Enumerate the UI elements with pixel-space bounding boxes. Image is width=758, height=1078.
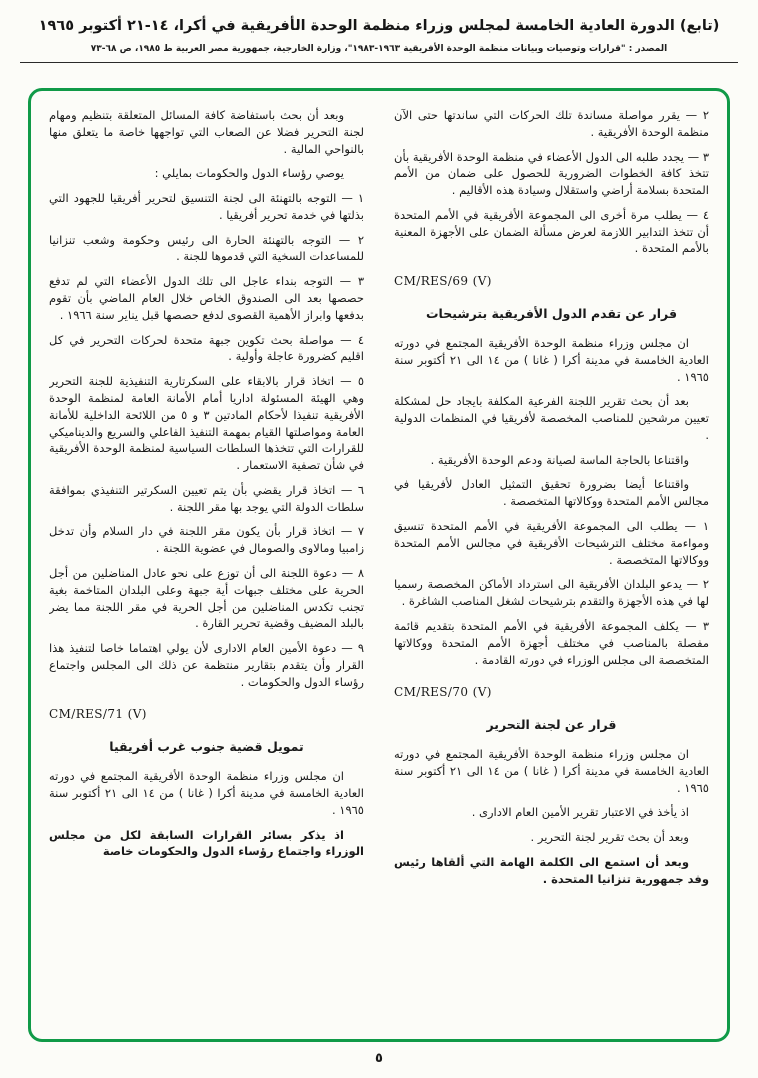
paragraph: ان مجلس وزراء منظمة الوحدة الأفريقية المجتمع في دورته العادية الخامسة في مدينة أكرا ( غانا ) من ١٤ الى ٢١ أكتوبر سنة ١٩٦٥ . bbox=[394, 747, 709, 795]
resolution-ref: CM/RES/69 (V) bbox=[394, 274, 492, 289]
numbered-clause: ٢ — يدعو البلدان الأفريقية الى استرداد الأماكن المخصصة رسميا لها في هذه الأجهزة والتقدم بترشيحات لشغل المناصب الشاغرة . bbox=[394, 577, 709, 609]
numbered-clause: ١ — يطلب الى المجموعة الأفريقية في الأمم المتحدة تنسيق ومواءمة مختلف الترشيحات الأفريقية في مجالس الأمم المتحدة ووكالاتها المتخصصة . bbox=[394, 519, 709, 567]
numbered-clause: ٢ — التوجه بالتهنئة الحارة الى رئيس وحكومة وشعب تنزانيا للمساعدات السخية التي قدموها للجنة . bbox=[49, 232, 364, 264]
paragraph: واقتناعا أيضا بضرورة تحقيق التمثيل العادل لأفريقيا في مجالس الأمم المتحدة ووكالاتها المتخصصة . bbox=[394, 477, 709, 509]
numbered-clause: ٣ — يكلف المجموعة الأفريقية في الأمم المتحدة بتقديم قائمة مفصلة بالمناصب في مختلف أجهزة الأمم المتحدة ووكالاتها المتخصصة الى مجلس الوزراء في دورته القادمة . bbox=[394, 618, 709, 667]
section-heading: تمويل قضية جنوب غرب أفريقيا bbox=[109, 738, 304, 754]
numbered-clause: ٤ — مواصلة بحث تكوين جبهة متحدة لحركات التحرير في كل اقليم كضرورة عاجلة وأولية . bbox=[49, 332, 364, 364]
page-footer bbox=[0, 1047, 758, 1066]
section-heading: قرار عن لجنة التحرير bbox=[486, 716, 617, 732]
section-heading: قرار عن تقدم الدول الأفريقية بترشيحات bbox=[425, 305, 678, 321]
resolution-ref: CM/RES/70 (V) bbox=[394, 685, 492, 700]
paragraph: وبعد أن استمع الى الكلمة الهامة التي ألقاها رئيس وفد جمهورية تنزانيا المتحدة . bbox=[394, 854, 709, 886]
page-number: ٥ bbox=[375, 1051, 383, 1066]
source-line: المصدر : "قرارات وتوصيات وبيانات منظمة الوحدة الأفريقية ١٩٦٣-١٩٨٣"، وزارة الخارجية، جمهورية مصر العربية ط ١٩٨٥، ص ٦٨-٧٣ bbox=[90, 44, 668, 54]
right-column bbox=[394, 107, 709, 1029]
numbered-clause: ٢ — يقرر مواصلة مساندة تلك الحركات التي ساندتها حتى الآن منظمة الوحدة الأفريقية . bbox=[394, 108, 709, 139]
numbered-clause: ٩ — دعوة الأمين العام الادارى لأن يولي اهتماما خاصا لتنفيذ هذا القرار وأن يتقدم بتقارير منتظمة عن ذلك الى المجلس واجتماع رؤساء الدول والحكومات . bbox=[49, 641, 364, 689]
paragraph: اذ يذكر بسائر القرارات السابقة لكل من مجلس الوزراء واجتماع رؤساء الدول والحكومات خاصة bbox=[49, 827, 364, 859]
paragraph: اذ يأخذ في الاعتبار تقرير الأمين العام الادارى . bbox=[471, 805, 689, 820]
numbered-clause: ٧ — اتخاذ قرار بأن يكون مقر اللجنة في دار السلام وأن تدخل زامبيا ومالاوى والصومال في عضوية اللجنة . bbox=[49, 524, 364, 556]
green-content-frame bbox=[28, 88, 730, 1042]
page-header bbox=[0, 0, 758, 63]
numbered-clause: ٤ — يطلب مرة أخرى الى المجموعة الأفريقية في الأمم المتحدة أن تتخذ التدابير اللازمة لعرض مسألة الضمان على الأجهزة المعنية بالأمم المتحدة . bbox=[394, 207, 709, 256]
document-title: (تابع) الدورة العادية الخامسة لمجلس وزراء منظمة الوحدة الأفريقية في أكرا، ١٤-٢١ أكتوبر ١٩٦٥ bbox=[38, 18, 720, 34]
header-divider bbox=[20, 62, 738, 63]
paragraph: وبعد أن بحث باستفاضة كافة المسائل المتعلقة بتنظيم ومهام لجنة التحرير فضلا عن الصعاب التي تواجهها خاصة ما يتعلق منها بالنواحي المالية . bbox=[49, 108, 364, 156]
paragraph: واقتناعا بالحاجة الماسة لصيانة ودعم الوحدة الأفريقية . bbox=[430, 452, 689, 467]
numbered-clause: ١ — التوجه بالتهنئة الى لجنة التنسيق لتحرير أفريقيا للجهود التي بذلتها في خدمة تحرير أفريقيا . bbox=[49, 191, 364, 222]
two-column-layout bbox=[49, 107, 709, 1029]
paragraph: يوصي رؤساء الدول والحكومات بمايلي : bbox=[154, 166, 344, 181]
resolution-ref: CM/RES/71 (V) bbox=[49, 707, 147, 722]
numbered-clause: ٣ — يجدد طلبه الى الدول الأعضاء في منظمة الوحدة الأفريقية بأن تتخذ كافة الخطوات الضرورية للحصول على ضمان من الأمم المتحدة بسلامة أراضي واستقلال وسيادة هذه الأقاليم . bbox=[394, 149, 709, 198]
numbered-clause: ٨ — دعوة اللجنة الى أن توزع على نحو عادل المناضلين من أجل الحرية على مختلف جبهات أية جبهة وعلى البلدان المتاخمة بغية تجنب تكدس المناضلين من أجل الحرية في مقر اللجنة مما يضر بالبلد المضيف وقضية تحرير القارة . bbox=[49, 565, 364, 631]
numbered-clause: ٥ — اتخاذ قرار بالابقاء على السكرتارية التنفيذية للجنة التحرير وهي الهيئة المسئولة اداريا أمام الأمانة العامة لمنظمة الوحدة الأفريقية تنفيذا لأحكام المادتين ٣ و ٥ من اللائحة الداخلية للأمانة العامة ومواصلتها القيام بمهمة التنفيذ الفاعلي والسريع والديناميكي للقرارات التي تتخذها السلطات السياسية لمنظمة الوحدة الأفريقية في شأن تصفية الاستعمار . bbox=[49, 374, 364, 473]
numbered-clause: ٣ — التوجه بنداء عاجل الى تلك الدول الأعضاء التي لم تدفع حصصها بعد الى الصندوق الخاص خلال العام الماضي بأن تقوم بدفعها وابراز الأهمية القصوى لدفع حصصها قبل يناير سنة ١٩٦٦ . bbox=[49, 274, 364, 322]
paragraph: بعد أن بحث تقرير اللجنة الفرعية المكلفة بايجاد حل لمشكلة تعيين مرشحين للمناصب المخصصة لأفريقيا في المنظمات الدولية . bbox=[394, 394, 709, 442]
left-column bbox=[49, 107, 364, 1029]
numbered-clause: ٦ — اتخاذ قرار يقضي بأن يتم تعيين السكرتير التنفيذي بموافقة سلطات الدولة التي يوجد بها مقر اللجنة . bbox=[49, 482, 364, 514]
paragraph: ان مجلس وزراء منظمة الوحدة الأفريقية المجتمع في دورته العادية الخامسة في مدينة أكرا ( غانا ) من ١٤ الى ٢١ أكتوبر سنة ١٩٦٥ . bbox=[394, 336, 709, 384]
paragraph: ان مجلس وزراء منظمة الوحدة الأفريقية المجتمع في دورته العادية الخامسة في مدينة أكرا ( غانا ) من ١٤ الى ٢١ أكتوبر سنة ١٩٦٥ . bbox=[49, 769, 364, 817]
paragraph: وبعد أن بحث تقرير لجنة التحرير . bbox=[530, 830, 689, 845]
